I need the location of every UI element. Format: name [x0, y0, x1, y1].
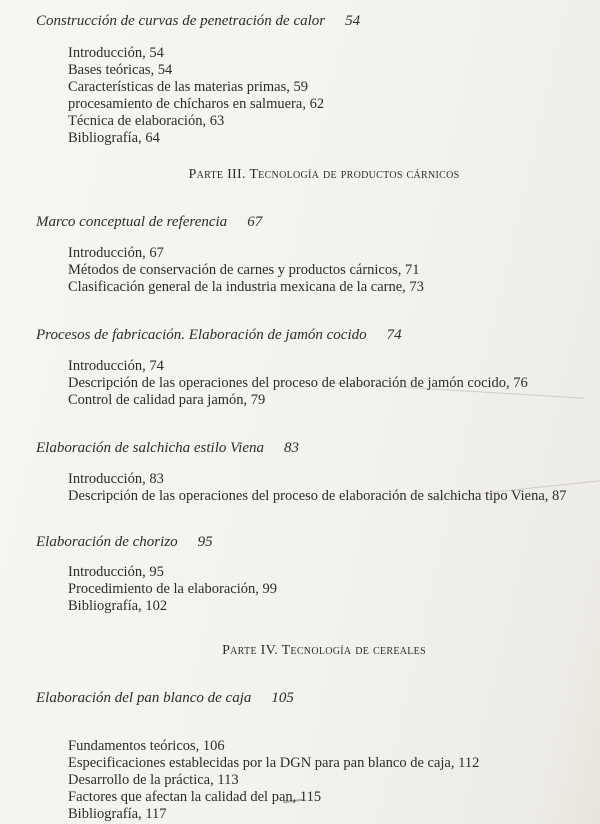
- chapter-page-number: 105: [271, 690, 294, 706]
- chapter-heading: [0, 326, 600, 345]
- part-heading: Parte IV. Tecnología de cereales: [222, 643, 426, 658]
- toc-item: Clasificación general de la industria mexicana de la carne, 73: [68, 279, 424, 295]
- toc-item: Bibliografía, 117: [68, 806, 167, 822]
- chapter-items: [0, 738, 600, 823]
- toc-item: Introducción, 83: [68, 471, 164, 487]
- toc-item: Características de las materias primas, 59: [68, 79, 308, 95]
- chapter-title: Procesos de fabricación. Elaboración de jamón cocido: [36, 327, 367, 343]
- toc-item: Bases teóricas, 54: [68, 62, 173, 78]
- toc-item: Introducción, 54: [68, 45, 164, 61]
- chapter-heading: [0, 12, 600, 31]
- chapter-page-number: 54: [345, 13, 361, 29]
- toc-item: Desarrollo de la práctica, 113: [68, 772, 239, 788]
- chapter-title: Elaboración de salchicha estilo Viena: [36, 440, 265, 456]
- chapter-title: Elaboración de chorizo: [36, 534, 178, 550]
- chapter-items: [0, 245, 600, 296]
- toc-item: Descripción de las operaciones del proceso de elaboración de jamón cocido, 76: [68, 375, 528, 391]
- toc-item: Introducción, 67: [68, 245, 164, 261]
- chapter-page-number: 95: [197, 534, 213, 550]
- chapter-title: Marco conceptual de referencia: [36, 214, 228, 230]
- part-heading: Parte III. Tecnología de productos cárnicos: [188, 167, 460, 182]
- toc-item: Introducción, 74: [68, 358, 164, 374]
- toc-item: Control de calidad para jamón, 79: [68, 392, 266, 408]
- chapter-heading: [0, 533, 600, 552]
- chapter-title: Construcción de curvas de penetración de calor: [36, 13, 326, 29]
- chapter-items: [0, 471, 600, 505]
- chapter-items: [0, 564, 600, 615]
- toc-item: Descripción de las operaciones del proceso de elaboración de salchicha tipo Viena, 87: [68, 488, 567, 504]
- chapter-title: Elaboración del pan blanco de caja: [36, 690, 252, 706]
- chapter-page-number: 83: [284, 440, 300, 456]
- toc-item: Procedimiento de la elaboración, 99: [68, 581, 277, 597]
- chapter-items: [0, 45, 600, 147]
- toc-item: Especificaciones establecidas por la DGN para pan blanco de caja, 112: [68, 755, 480, 771]
- toc-item: Fundamentos teóricos, 106: [68, 738, 225, 754]
- chapter-page-number: 74: [386, 327, 402, 343]
- chapter-heading: [0, 439, 600, 458]
- toc-item: procesamiento de chícharos en salmuera, 62: [68, 96, 325, 112]
- toc-item: Bibliografía, 64: [68, 130, 160, 146]
- toc-item: Métodos de conservación de carnes y productos cárnicos, 71: [68, 262, 420, 278]
- chapter-page-number: 67: [247, 214, 263, 230]
- toc-item: Técnica de elaboración, 63: [68, 113, 225, 129]
- toc-item: Factores que afectan la calidad del pan, 115: [68, 789, 322, 805]
- toc-item: Introducción, 95: [68, 564, 164, 580]
- chapter-heading: [0, 689, 600, 708]
- chapter-heading: [0, 213, 600, 232]
- toc-item: Bibliografía, 102: [68, 598, 168, 614]
- chapter-items: [0, 358, 600, 409]
